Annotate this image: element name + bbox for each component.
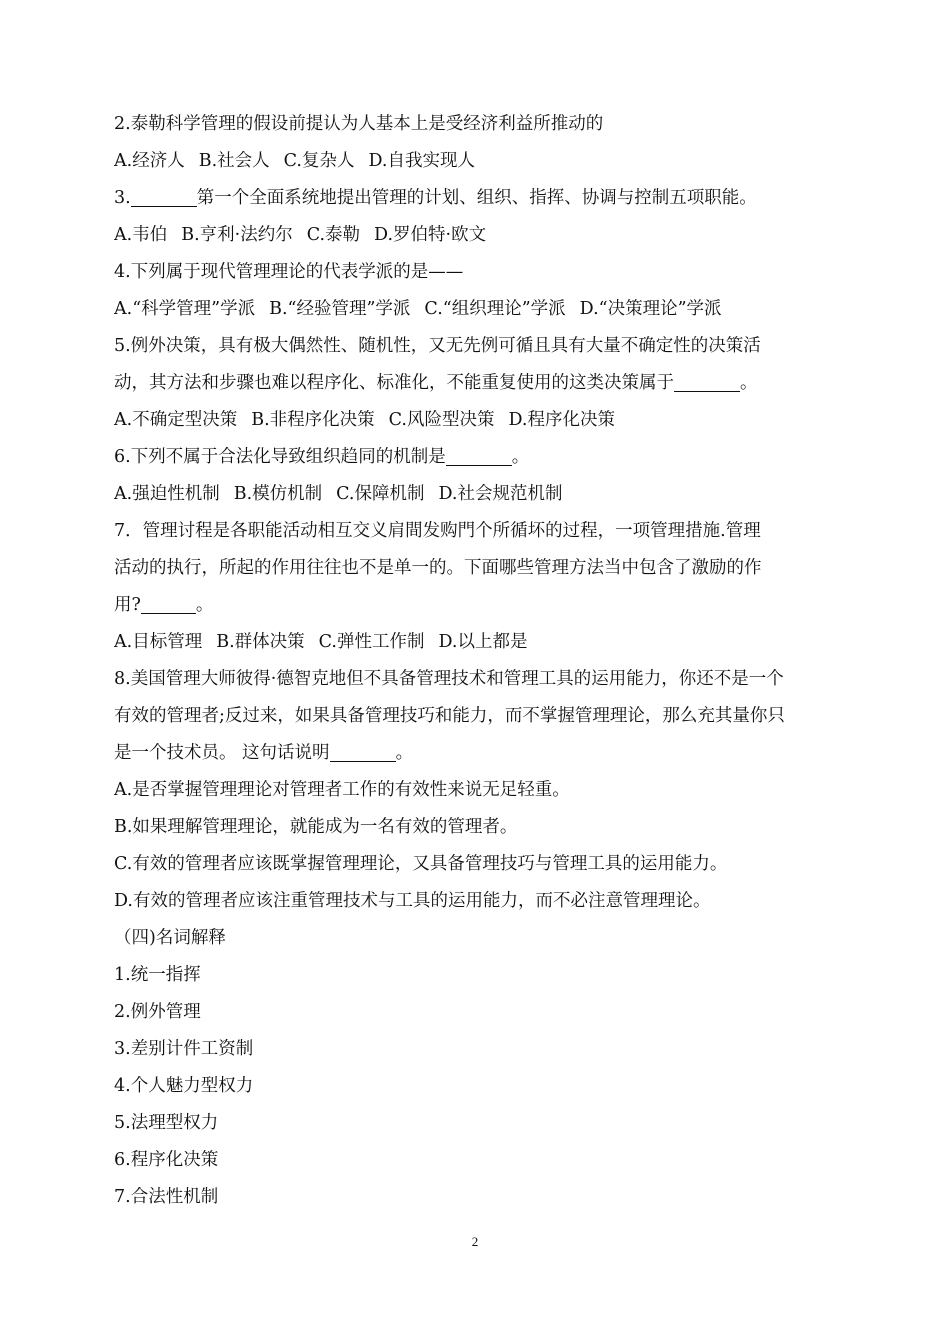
option-b: B.非程序化决策	[251, 410, 375, 430]
question-8-option-d: D.有效的管理者应该注重管理技术与工具的运用能力，而不必注意管理理论。	[114, 891, 711, 911]
option-d: D.社会规范机制	[438, 484, 563, 504]
question-6-end: 。	[511, 447, 530, 467]
question-5-line-1: 5.例外决策，具有极大偶然性、随机性，又无先例可循且具有大量不确定性的决策活	[114, 336, 761, 356]
option-d: D.“决策理论”学派	[579, 299, 722, 319]
question-6-text: 6.下列不属于合法化导致组织趋同的机制是	[114, 447, 446, 467]
option-d: D.自我实现人	[368, 151, 475, 171]
option-b: B.社会人	[198, 151, 270, 171]
question-6-stem	[114, 439, 844, 476]
question-4-options	[114, 291, 844, 328]
option-a: A.目标管理	[114, 632, 203, 652]
option-c: C.保障机制	[336, 484, 425, 504]
question-4-stem: 4.下列属于现代管理理论的代表学派的是——	[114, 262, 464, 282]
question-7-options	[114, 624, 844, 661]
question-6-options	[114, 476, 844, 513]
answer-blank	[330, 739, 396, 762]
answer-blank	[446, 443, 512, 466]
question-5-line-2-end: 。	[740, 373, 758, 393]
question-8-line-1: 8.美国管理大师彼得·德智克地但不具备管理技术和管理工具的运用能力，你还不是一个	[114, 669, 784, 689]
question-2-stem: 2.泰勒科学管理的假设前提认为人基本上是受经济利益所推动的	[114, 114, 604, 134]
question-2-options	[114, 143, 844, 180]
question-8-line-3	[114, 735, 844, 772]
answer-blank	[674, 369, 740, 392]
option-a: A.经济人	[114, 151, 185, 171]
question-5-line-2-text: 动，其方法和步骤也难以程序化、标准化，不能重复使用的这类决策属于	[114, 373, 674, 393]
option-b: B.群体决策	[216, 632, 305, 652]
option-b: B.亨利·法约尔	[181, 225, 293, 245]
question-7-line-2: 活动的执行，所起的作用往往也不是单一的。下面哪些管理方法当中包含了激励的作	[114, 558, 762, 578]
option-c: C.复杂人	[283, 151, 355, 171]
option-a: A.韦伯	[114, 225, 168, 245]
question-5-options	[114, 402, 844, 439]
term-item: 3.差别计件工资制	[114, 1039, 254, 1059]
question-3-suffix: 第一个全面系统地提出管理的计划、组织、指挥、协调与控制五项职能。	[196, 188, 757, 208]
question-8-option-b: B.如果理解管理理论，就能成为一名有效的管理者。	[114, 817, 518, 837]
option-a: A.不确定型决策	[114, 410, 238, 430]
term-item: 2.例外管理	[114, 1002, 201, 1022]
term-item: 1.统一指挥	[114, 965, 201, 985]
question-7-line-3-text: 用?	[114, 595, 141, 615]
question-8-line-2: 有效的管理者;反过来，如果具备管理技巧和能力，而不掌握管理理论，那么充其量你只	[114, 706, 785, 726]
question-8-line-3-end: 。	[395, 743, 414, 763]
option-d: D.以上都是	[438, 632, 528, 652]
term-item: 6.程序化决策	[114, 1150, 219, 1170]
answer-blank	[141, 591, 196, 614]
option-b: B.模仿机制	[233, 484, 323, 504]
section-heading: （四)名词解释	[114, 928, 226, 948]
question-8-option-c: C.有效的管理者应该既掌握管理理论，又具备管理技巧与管理工具的运用能力。	[114, 854, 728, 874]
question-7-line-3-end: 。	[195, 595, 214, 615]
question-8-option-a: A.是否掌握管理理论对管理者工作的有效性来说无足轻重。	[114, 780, 570, 800]
question-8-line-3-text: 是一个技术员。 这句话说明	[114, 743, 330, 763]
option-c: C.“组织理论”学派	[424, 299, 566, 319]
question-3-stem	[114, 180, 844, 217]
term-item: 4.个人魅力型权力	[114, 1076, 254, 1096]
question-3-options	[114, 217, 844, 254]
option-c: C.泰勒	[306, 225, 361, 245]
question-7-line-3	[114, 587, 844, 624]
question-5-line-2	[114, 365, 844, 402]
page-number: 2	[471, 1234, 479, 1249]
document-page	[114, 106, 844, 1216]
option-b: B.“经验管理”学派	[269, 299, 411, 319]
term-item: 7.合法性机制	[114, 1187, 219, 1207]
option-a: A.强迫性机制	[114, 484, 220, 504]
option-c: C.弹性工作制	[318, 632, 425, 652]
question-3-prefix: 3.	[114, 188, 131, 208]
option-c: C.风险型决策	[388, 410, 495, 430]
option-d: D.程序化决策	[508, 410, 615, 430]
term-item: 5.法理型权力	[114, 1113, 219, 1133]
answer-blank	[131, 184, 197, 207]
question-7-line-1: 7．管理讨程是各职能活动相互交义肩間发购門个所循坏的过程，一项管理措施.管理	[114, 521, 761, 541]
option-d: D.罗伯特·欧文	[374, 225, 487, 245]
option-a: A.“科学管理”学派	[114, 299, 256, 319]
